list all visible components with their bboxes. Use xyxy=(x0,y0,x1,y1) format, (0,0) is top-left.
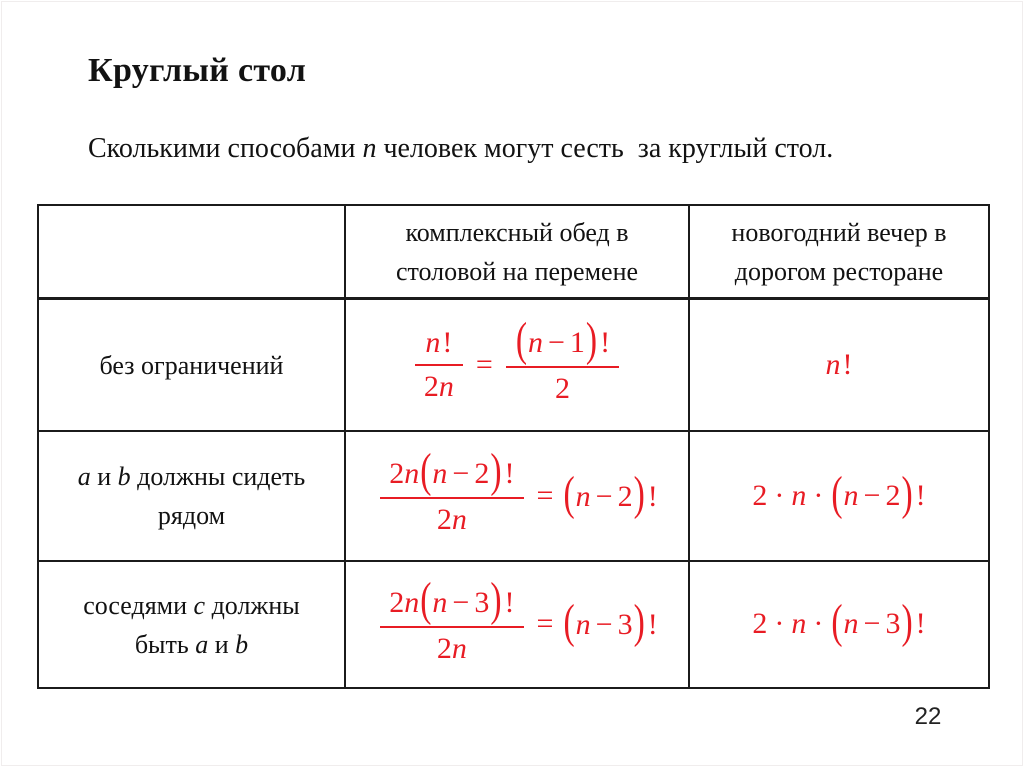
numerator xyxy=(506,314,619,367)
fraction xyxy=(380,445,523,537)
minus-sign: − xyxy=(595,479,613,513)
header-dinner-label: новогодний вечер в дорогом ресторане xyxy=(731,217,947,286)
paren-right: ) xyxy=(585,314,598,367)
paren-left: ( xyxy=(563,596,575,649)
cell-r3-lunch xyxy=(346,562,690,687)
paren-left: ( xyxy=(515,314,527,367)
paren-right: ) xyxy=(490,573,502,627)
cell-r1-dinner xyxy=(690,300,988,432)
label-text: должны xyxy=(205,590,300,620)
var-n: n xyxy=(575,479,591,513)
cell-r3-dinner xyxy=(690,562,988,687)
denominator xyxy=(506,366,619,407)
label-text: соседями xyxy=(83,590,194,620)
row-label-text xyxy=(83,586,300,664)
paren-right: ) xyxy=(633,596,645,649)
var-a: a xyxy=(77,462,91,491)
formula-r1-dinner xyxy=(826,348,853,383)
var-n: n xyxy=(432,457,448,491)
row-label-c-neighbours xyxy=(39,562,346,687)
var-n: n xyxy=(575,608,591,642)
coef-2: 2 xyxy=(436,503,452,537)
var-n: n xyxy=(432,585,448,619)
num-3: 3 xyxy=(474,585,490,619)
factorial-sign: ! xyxy=(600,326,611,360)
formula-r1-lunch xyxy=(411,314,623,406)
num-2: 2 xyxy=(474,457,490,491)
minus-sign: − xyxy=(452,585,470,619)
label-text: и xyxy=(208,629,236,659)
denominator xyxy=(380,626,523,667)
factorial-sign: ! xyxy=(442,325,453,359)
fraction xyxy=(506,314,619,406)
label-text: должны сидеть xyxy=(130,462,306,491)
paren-left: ( xyxy=(831,467,843,521)
slide-title: Круглый стол xyxy=(88,52,307,89)
multiply-dot: · xyxy=(813,478,824,512)
equals-sign: = xyxy=(475,347,493,381)
factorial-sign: ! xyxy=(842,347,853,381)
multiply-dot: · xyxy=(813,607,824,641)
formula-r2-lunch xyxy=(376,445,658,537)
coef-2: 2 xyxy=(389,585,405,619)
multiply-dot: · xyxy=(774,607,785,641)
num-2: 2 xyxy=(554,372,570,406)
row-label-text xyxy=(78,457,306,535)
var-n: n xyxy=(528,326,543,360)
var-n: n xyxy=(438,370,454,403)
minus-sign: − xyxy=(595,608,613,642)
formula-r2-dinner xyxy=(752,467,926,521)
coef-2: 2 xyxy=(752,478,768,512)
result-expression xyxy=(562,467,658,521)
coef-2: 2 xyxy=(389,457,405,491)
paren-right: ) xyxy=(633,467,645,521)
paren-right: ) xyxy=(901,596,913,649)
var-n: n xyxy=(425,325,441,359)
coef-2: 2 xyxy=(752,607,768,641)
minus-sign: − xyxy=(863,607,881,641)
header-cell-lunch xyxy=(346,206,690,300)
num-2: 2 xyxy=(617,479,633,513)
formula-r3-lunch xyxy=(376,573,658,666)
paren-left: ( xyxy=(831,596,843,649)
num-2: 2 xyxy=(885,478,901,512)
num-3: 3 xyxy=(617,608,633,642)
label-text: и xyxy=(90,462,118,491)
var-n: n xyxy=(404,585,420,619)
coef-2: 2 xyxy=(423,370,439,403)
cell-r2-dinner xyxy=(690,432,988,562)
var-c: c xyxy=(193,590,206,620)
factorial-sign: ! xyxy=(504,585,515,619)
var-n: n xyxy=(791,607,807,641)
equals-sign: = xyxy=(536,478,554,512)
paren-left: ( xyxy=(420,445,432,498)
factorial-sign: ! xyxy=(504,457,515,491)
var-n: n xyxy=(404,457,420,491)
label-text: быть xyxy=(134,629,196,659)
var-b: b xyxy=(235,629,249,659)
row-label-ab-together xyxy=(39,432,346,562)
slide-subtitle xyxy=(88,133,833,165)
paren-right: ) xyxy=(490,445,502,498)
factorial-sign: ! xyxy=(915,607,926,641)
denominator xyxy=(415,364,463,405)
num-1: 1 xyxy=(569,326,585,360)
label-text: рядом xyxy=(157,501,226,530)
minus-sign: − xyxy=(452,457,470,491)
num-3: 3 xyxy=(885,607,901,641)
cell-r1-lunch xyxy=(346,300,690,432)
var-n: n xyxy=(791,478,807,512)
numerator xyxy=(380,445,523,498)
coef-2: 2 xyxy=(436,631,452,665)
var-n: n xyxy=(451,503,467,537)
var-n: n xyxy=(825,347,841,381)
multiply-dot: · xyxy=(774,478,785,512)
paren-left: ( xyxy=(563,467,575,521)
fraction xyxy=(380,573,523,666)
page-number: 22 xyxy=(914,703,942,730)
var-b: b xyxy=(117,462,131,491)
var-n: n xyxy=(843,478,859,512)
subtitle-text: человек могут сесть за круглый стол. xyxy=(376,133,834,164)
denominator xyxy=(380,497,523,538)
factorial-sign: ! xyxy=(647,479,658,513)
fraction xyxy=(415,326,463,405)
row-label-text: без ограничений xyxy=(99,350,284,380)
paren-right: ) xyxy=(901,467,913,521)
numerator xyxy=(415,326,463,365)
result-expression xyxy=(562,596,658,649)
table-corner-cell xyxy=(39,206,346,300)
subtitle-text: Сколькими способами xyxy=(88,133,363,164)
cell-r2-lunch xyxy=(346,432,690,562)
minus-sign: − xyxy=(548,326,565,360)
round-table-comparison-table xyxy=(37,204,990,689)
header-cell-dinner xyxy=(690,206,988,300)
header-lunch-label: комплексный обед в столовой на перемене xyxy=(395,217,639,286)
factorial-sign: ! xyxy=(647,608,658,642)
var-a: a xyxy=(195,629,209,659)
paren-left: ( xyxy=(420,573,432,627)
minus-sign: − xyxy=(863,478,881,512)
numerator xyxy=(380,573,523,627)
factorial-sign: ! xyxy=(915,478,926,512)
row-label-no-restrictions xyxy=(39,300,346,432)
var-n: n xyxy=(843,607,859,641)
var-n: n xyxy=(362,133,377,164)
equals-sign: = xyxy=(536,607,554,641)
var-n: n xyxy=(451,631,467,665)
formula-r3-dinner xyxy=(752,596,926,649)
